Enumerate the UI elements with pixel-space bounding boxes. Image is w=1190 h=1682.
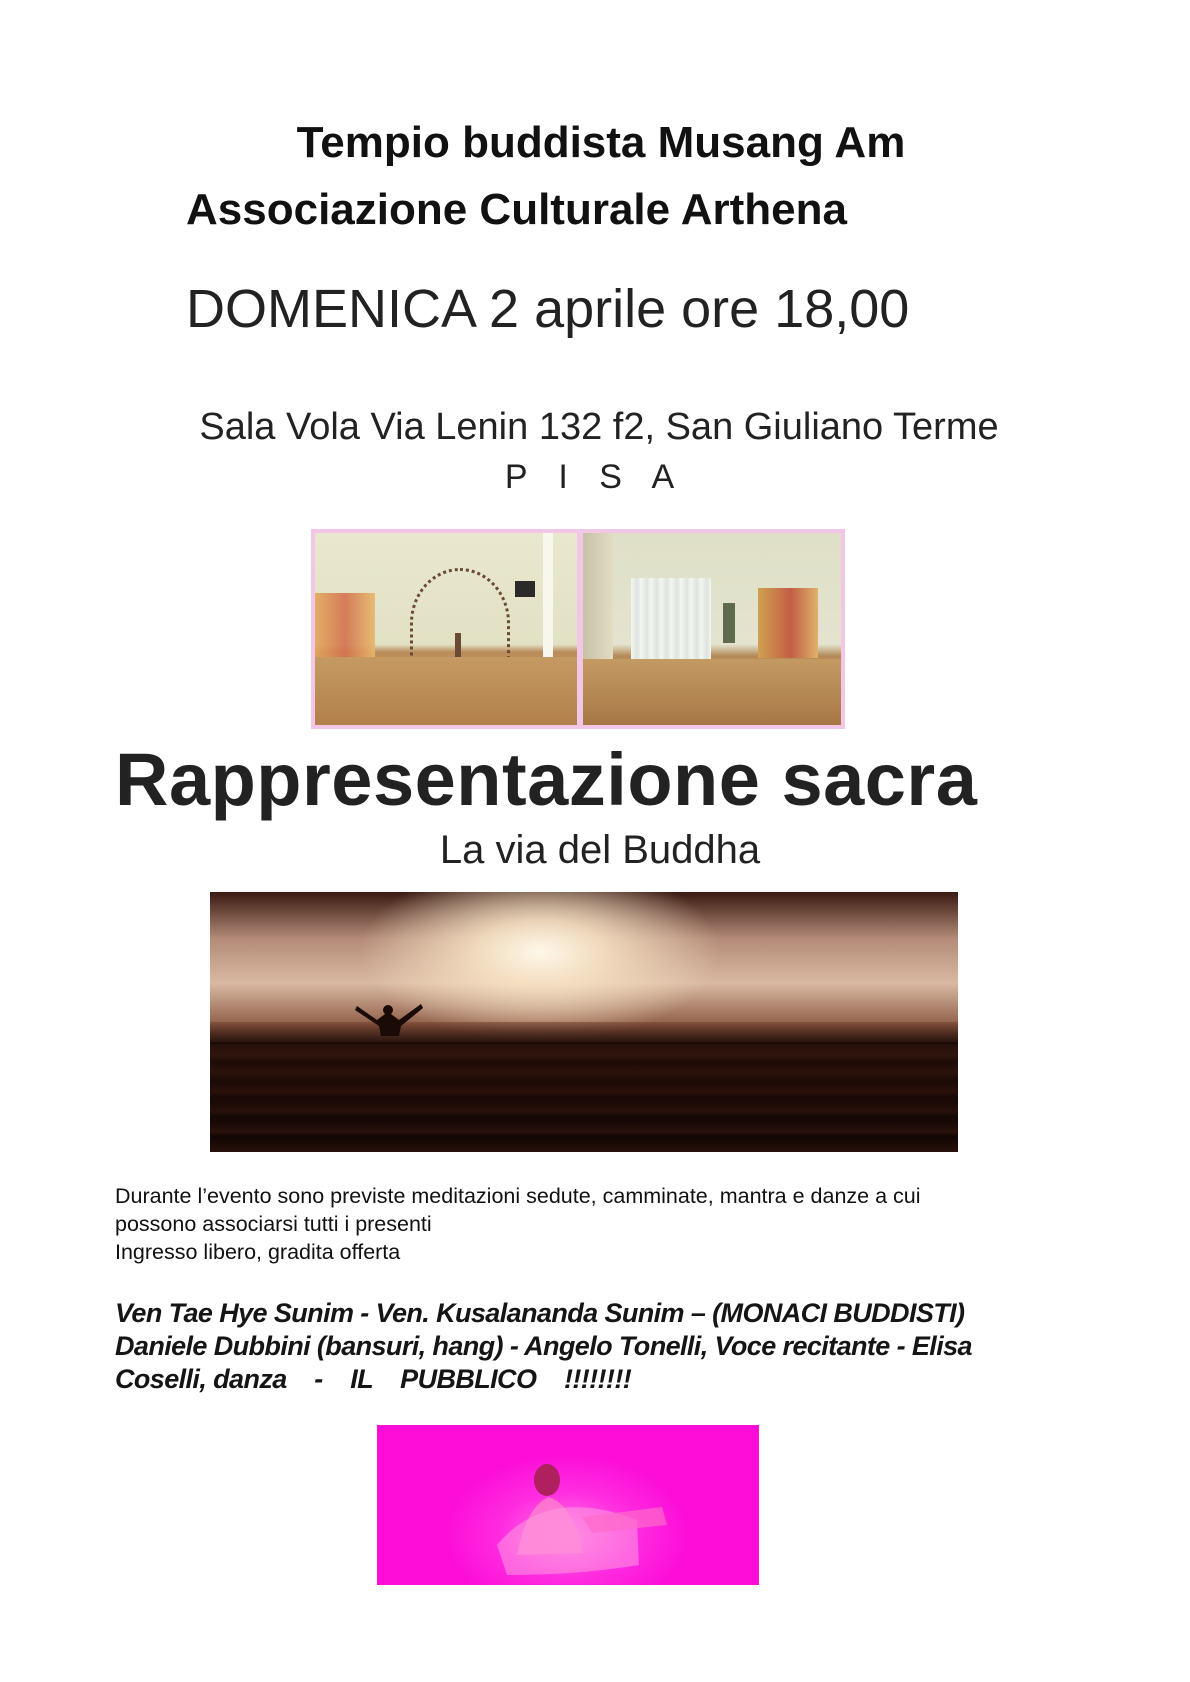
event-subtitle: La via del Buddha: [439, 828, 761, 872]
audience-rows: [210, 1042, 958, 1152]
room-photo-right: [583, 533, 841, 725]
event-title: Rappresentazione sacra: [115, 738, 978, 821]
description-line: possono associarsi tutti i presenti: [115, 1212, 432, 1236]
description-line: Ingresso libero, gradita offerta: [115, 1240, 401, 1264]
dancer-photo: [377, 1425, 759, 1585]
event-description: [115, 1182, 1075, 1266]
credits-line: Ven Tae Hye Sunim - Ven. Kusalananda Sunim – (MONACI BUDDISTI): [115, 1298, 965, 1328]
room-photos: [311, 529, 845, 729]
stage-edge: [210, 1022, 958, 1044]
description-line: Durante l’evento sono previste meditazioni sedute, camminate, mantra e danze a cui: [115, 1184, 921, 1208]
dancer-figure: [377, 1425, 759, 1585]
event-city: P I S A: [504, 458, 686, 496]
theatre-photo: [210, 892, 958, 1152]
room-photo-left: [315, 533, 577, 725]
performer-silhouette: [355, 1002, 425, 1036]
organizer-line-2: Associazione Culturale Arthena: [186, 185, 847, 234]
event-credits: [115, 1297, 1095, 1396]
event-date-time: DOMENICA 2 aprile ore 18,00: [186, 279, 910, 339]
organizer-line-1: Tempio buddista Musang Am: [296, 118, 906, 167]
credits-line: Daniele Dubbini (bansuri, hang) - Angelo Tonelli, Voce recitante - Elisa: [115, 1331, 972, 1361]
credits-line: Coselli, danza - IL PUBBLICO !!!!!!!!: [115, 1364, 632, 1394]
event-venue: Sala Vola Via Lenin 132 f2, San Giuliano Terme: [199, 406, 999, 448]
